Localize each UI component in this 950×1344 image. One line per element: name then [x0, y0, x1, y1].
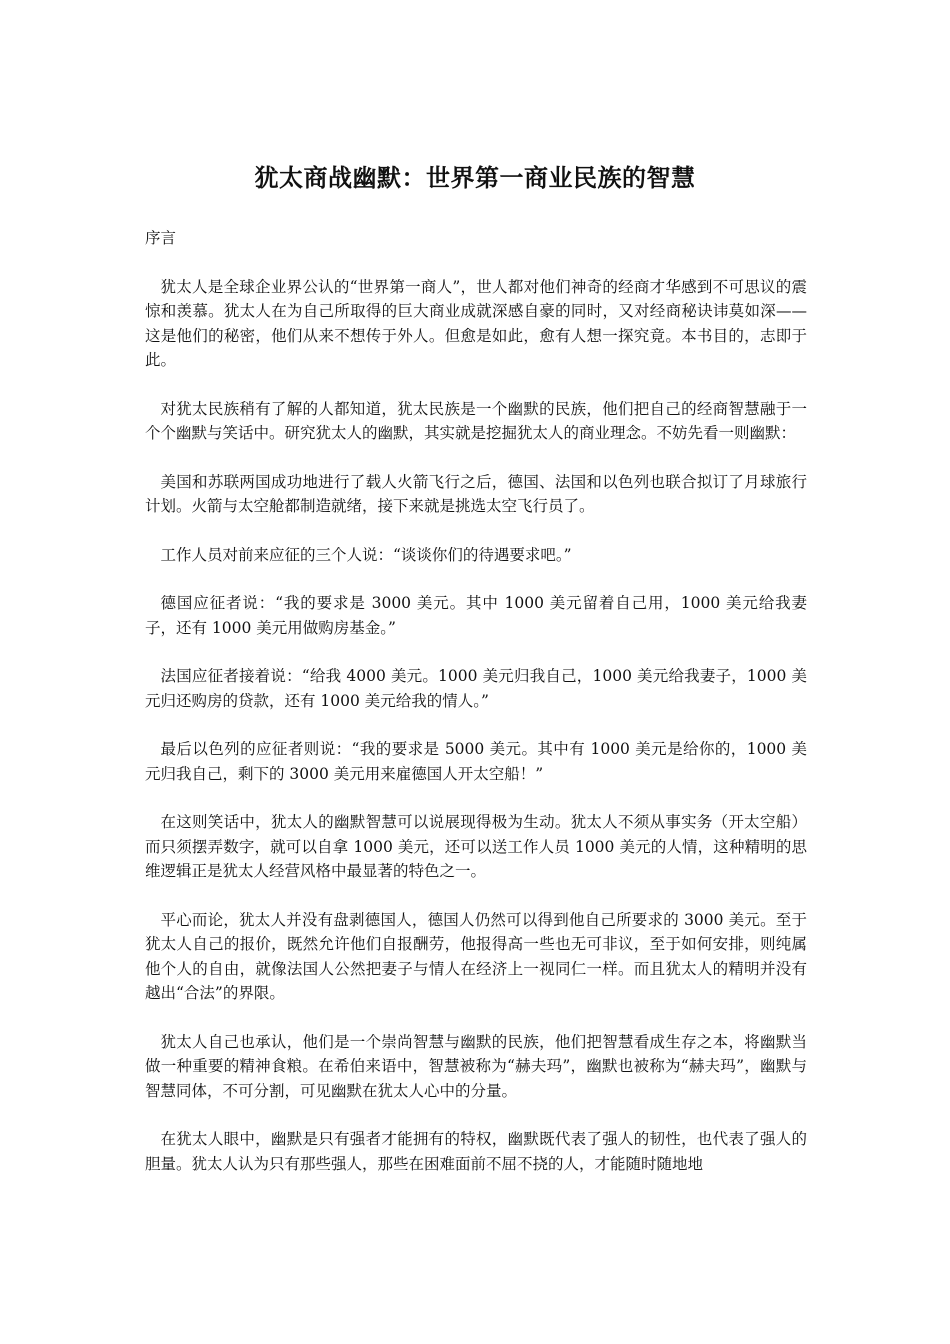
paragraph: 犹太人自己也承认，他们是一个崇尚智慧与幽默的民族，他们把智慧看成生存之本，将幽默当做一种重要的精神食粮。在希伯来语中，智慧被称为“赫夫玛”，幽默也被称为“赫夫玛”，幽默与智慧同体，不可分割，可见幽默在犹太人心中的分量。 — [145, 1032, 807, 1100]
paragraph: 对犹太民族稍有了解的人都知道，犹太民族是一个幽默的民族，他们把自己的经商智慧融于一个个幽默与笑话中。研究犹太人的幽默，其实就是挖掘犹太人的商业理念。不妨先看一则幽默： — [145, 399, 807, 442]
paragraph: 在这则笑话中，犹太人的幽默智慧可以说展现得极为生动。犹太人不须从事实务（开太空船）而只须摆弄数字，就可以自拿 1000 美元，还可以送工作人员 1000 美元的人情，这种精明的思维逻辑正是犹太人经营风格中最显著的特色之一。 — [145, 813, 807, 880]
section-label-preface: 序言 — [145, 229, 177, 247]
paragraph: 平心而论，犹太人并没有盘剥德国人，德国人仍然可以得到他自己所要求的 3000 美元。至于犹太人自己的报价，既然允许他们自报酬劳，他报得高一些也无可非议，至于如何安排，则纯属他个人的自由，就像法国人公然把妻子与情人在经济上一视同仁一样。而且犹太人的精明并没有越出“合法”的界限。 — [145, 910, 807, 1002]
paragraph: 美国和苏联两国成功地进行了载人火箭飞行之后，德国、法国和以色列也联合拟订了月球旅行计划。火箭与太空舱都制造就绪，接下来就是挑选太空飞行员了。 — [145, 472, 807, 515]
document-title: 犹太商战幽默：世界第一商业民族的智慧 — [254, 163, 696, 192]
document-body — [145, 226, 807, 1200]
paragraph: 法国应征者接着说：“给我 4000 美元。1000 美元归我自己，1000 美元给我妻子，1000 美元归还购房的贷款，还有 1000 美元给我的情人。” — [145, 667, 807, 710]
paragraph: 在犹太人眼中，幽默是只有强者才能拥有的特权，幽默既代表了强人的韧性，也代表了强人的胆量。犹太人认为只有那些强人，那些在困难面前不屈不挠的人，才能随时随地地 — [145, 1130, 807, 1173]
paragraph: 德国应征者说：“我的要求是 3000 美元。其中 1000 美元留着自己用，1000 美元给我妻子，还有 1000 美元用做购房基金。” — [145, 594, 807, 637]
paragraph: 最后以色列的应征者则说：“我的要求是 5000 美元。其中有 1000 美元是给你的，1000 美元归我自己，剩下的 3000 美元用来雇德国人开太空船！” — [145, 740, 807, 783]
paragraph: 犹太人是全球企业界公认的“世界第一商人”，世人都对他们神奇的经商才华感到不可思议的震惊和羡慕。犹太人在为自己所取得的巨大商业成就深感自豪的同时，又对经商秘诀讳莫如深——这是他们的秘密，他们从来不想传于外人。但愈是如此，愈有人想一探究竟。本书目的，志即于此。 — [145, 277, 807, 369]
paragraph: 工作人员对前来应征的三个人说：“谈谈你们的待遇要求吧。” — [160, 545, 572, 564]
